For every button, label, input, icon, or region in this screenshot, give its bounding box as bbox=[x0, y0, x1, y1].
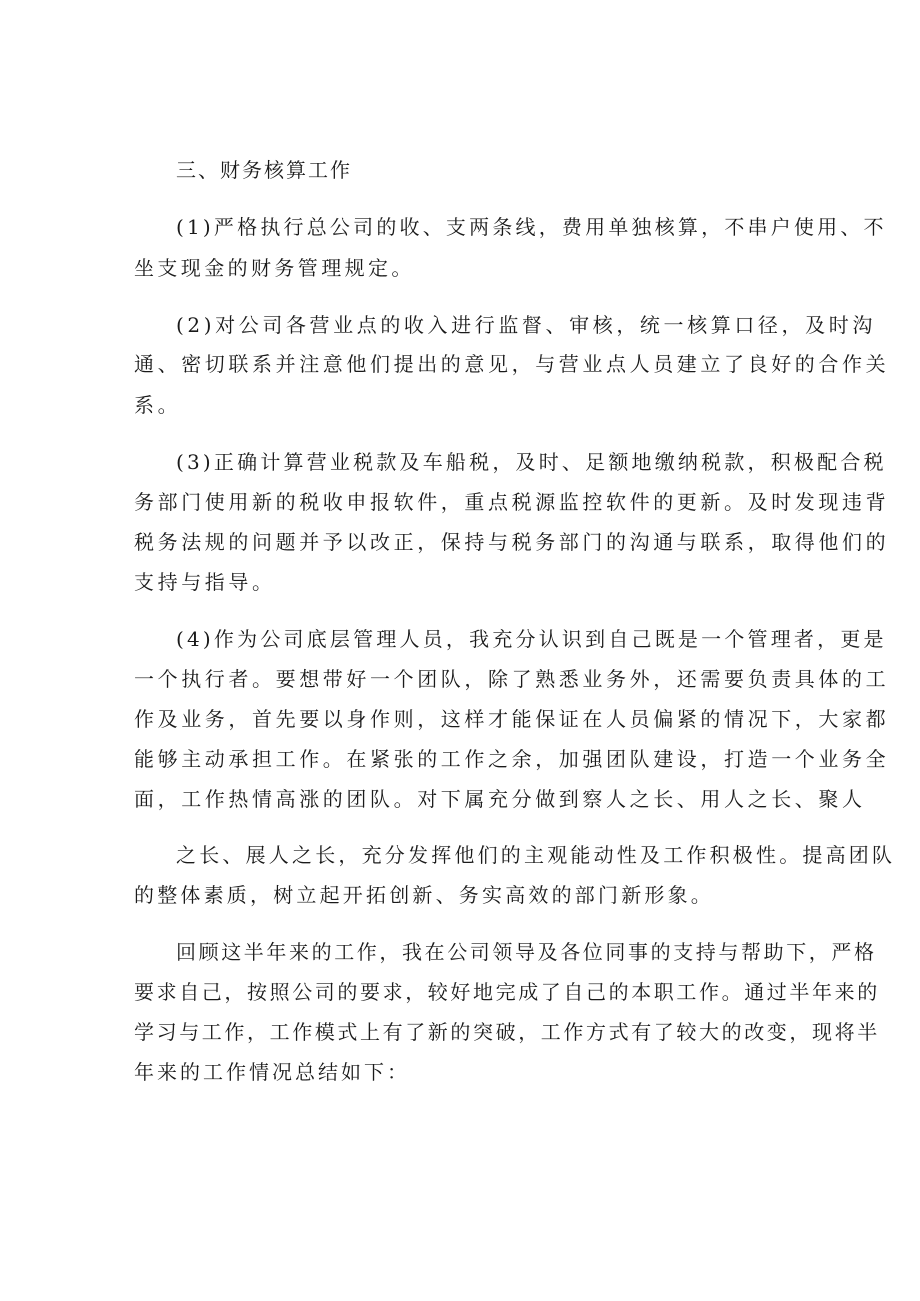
paragraph-5-line-2: 要求自己，按照公司的要求，较好地完成了自己的本职工作。通过半年来的 bbox=[134, 980, 880, 1004]
paragraph-4-line-5: 面，工作热情高涨的团队。对下属充分做到察人之长、用人之长、聚人 bbox=[134, 787, 866, 811]
paragraph-5-line-4: 年来的工作情况总结如下： bbox=[134, 1060, 410, 1084]
paragraph-1-line-2: 坐支现金的财务管理规定。 bbox=[134, 256, 415, 280]
paragraph-2-line-3: 系。 bbox=[134, 393, 182, 417]
paragraph-4-line-3: 作及业务，首先要以身作则，这样才能保证在人员偏紧的情况下，大家都 bbox=[134, 707, 890, 731]
paragraph-4-line-1: (4)作为公司底层管理人员，我充分认识到自己既是一个管理者，更是 bbox=[176, 627, 887, 651]
paragraph-3-line-3: 税务法规的问题并予以改正，保持与税务部门的沟通与联系，取得他们的 bbox=[134, 530, 890, 554]
paragraph-3-line-4: 支持与指导。 bbox=[134, 570, 276, 594]
paragraph-3-line-1: (3)正确计算营业税款及车船税，及时、足额地缴纳税款，积极配合税 bbox=[176, 450, 887, 474]
section-heading: 三、财务核算工作 bbox=[176, 158, 352, 182]
paragraph-1-line-1: (1)严格执行总公司的收、支两条线，费用单独核算，不串户使用、不 bbox=[176, 215, 887, 239]
paragraph-2-line-2: 通、密切联系并注意他们提出的意见，与营业点人员建立了良好的合作关 bbox=[134, 352, 890, 376]
paragraph-3-line-2: 务部门使用新的税收申报软件，重点税源监控软件的更新。及时发现违背 bbox=[134, 490, 890, 514]
paragraph-4-line-4: 能够主动承担工作。在紧张的工作之余，加强团队建设，打造一个业务全 bbox=[134, 747, 890, 771]
paragraph-2-line-1: (2)对公司各营业点的收入进行监督、审核，统一核算口径，及时沟 bbox=[176, 313, 876, 337]
paragraph-4-line-6: 之长、展人之长，充分发挥他们的主观能动性及工作积极性。提高团队 bbox=[176, 843, 896, 867]
paragraph-4-line-2: 一个执行者。要想带好一个团队，除了熟悉业务外，还需要负责具体的工 bbox=[134, 667, 890, 691]
paragraph-4-line-7: 的整体素质，树立起开拓创新、务实高效的部门新形象。 bbox=[134, 883, 714, 907]
paragraph-5-line-1: 回顾这半年来的工作，我在公司领导及各位同事的支持与帮助下，严格 bbox=[176, 940, 877, 964]
paragraph-5-line-3: 学习与工作，工作模式上有了新的突破，工作方式有了较大的改变，现将半 bbox=[134, 1020, 880, 1044]
